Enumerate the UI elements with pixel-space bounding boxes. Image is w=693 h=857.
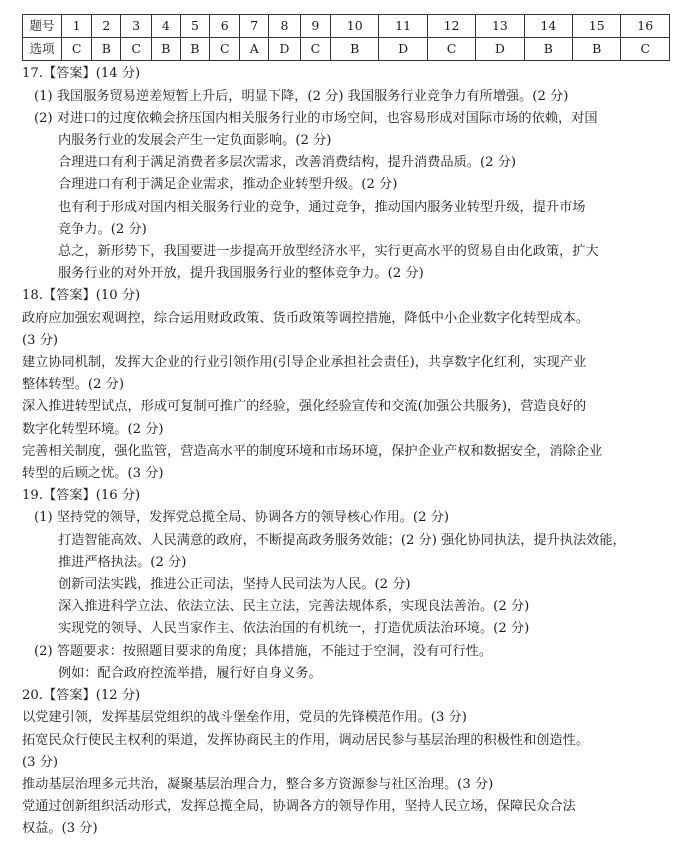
row-label-option: 选项 bbox=[23, 38, 62, 61]
answer-20 bbox=[22, 685, 671, 840]
answer-17-line: 合理进口有利于满足企业需求，推动企业转型升级。(2 分) bbox=[58, 177, 398, 193]
table-cell: D bbox=[379, 38, 427, 61]
answer-17-line: 竞争力。(2 分) bbox=[58, 221, 147, 237]
answer-19-line: 创新司法实践，推进公正司法，坚持人民司法为人民。(2 分) bbox=[58, 577, 411, 593]
answer-19-line: 实现党的领导、人民当家作主、依法治国的有机统一，打造优质法治环境。(2 分) bbox=[58, 621, 530, 637]
table-cell: C bbox=[427, 38, 475, 61]
answer-18-line: 完善相关制度，强化监管，营造高水平的制度环境和市场环境，保护企业产权和数据安全，消除企业 bbox=[22, 443, 603, 459]
table-cell: 9 bbox=[300, 15, 330, 38]
answer-17-line: 服务行业的对外开放，提升我国服务行业的整体竞争力。(2 分) bbox=[58, 266, 424, 282]
answer-18-line: (3 分) bbox=[22, 332, 59, 348]
answer-19-line: (2) 答题要求：按照题目要求的角度；具体措施，不能过于空洞，没有可行性。 bbox=[34, 643, 493, 659]
answer-20-line: 推动基层治理多元共治，凝聚基层治理合力，整合多方资源参与社区治理。(3 分) bbox=[22, 776, 494, 792]
answer-19-line: 推进严格执法。(2 分) bbox=[58, 554, 187, 570]
table-cell: B bbox=[180, 38, 209, 61]
answer-20-line: 以党建引领，发挥基层党组织的战斗堡垒作用，党员的先锋模范作用。(3 分) bbox=[22, 710, 467, 726]
table-cell: C bbox=[300, 38, 330, 61]
table-cell: 2 bbox=[92, 15, 121, 38]
table-cell: B bbox=[151, 38, 180, 61]
table-cell: C bbox=[621, 38, 670, 61]
table-cell: C bbox=[121, 38, 151, 61]
table-cell: B bbox=[524, 38, 572, 61]
answer-18-title: 18.【答案】(10 分) bbox=[22, 288, 141, 304]
table-cell: C bbox=[210, 38, 240, 61]
table-cell: 14 bbox=[524, 15, 572, 38]
answer-19-line: 例如：配合政府控流举措，履行好自身义务。 bbox=[58, 665, 322, 681]
table-cell: 15 bbox=[573, 15, 621, 38]
answer-17-title: 17.【答案】(14 分) bbox=[22, 66, 141, 82]
answer-20-title: 20.【答案】(12 分) bbox=[22, 688, 141, 704]
row-label-number: 题号 bbox=[23, 15, 62, 38]
answer-17-line: 总之，新形势下，我国要进一步提高开放型经济水平，实行更高水平的贸易自由化政策，扩大 bbox=[58, 244, 599, 260]
answer-18-line: 建立协同机制，发挥大企业的行业引领作用(引导企业承担社会责任)，共享数字化红利，实现产业 bbox=[22, 355, 587, 371]
answer-table bbox=[22, 14, 670, 61]
table-cell: 11 bbox=[379, 15, 427, 38]
answer-17-line: 合理进口有利于满足消费者多层次需求，改善消费结构，提升消费品质。(2 分) bbox=[58, 155, 517, 171]
table-cell: D bbox=[269, 38, 301, 61]
answer-19-title: 19.【答案】(16 分) bbox=[22, 488, 141, 504]
answer-17 bbox=[22, 63, 671, 285]
answer-20-line: (3 分) bbox=[22, 754, 59, 770]
answer-20-line: 拓宽民众行使民主权利的渠道，发挥协商民主的作用，调动居民参与基层治理的积极性和创造性。 bbox=[22, 732, 590, 748]
table-cell: 5 bbox=[180, 15, 209, 38]
answer-17-line: 内服务行业的发展会产生一定负面影响。(2 分) bbox=[58, 133, 332, 149]
table-cell: 6 bbox=[210, 15, 240, 38]
question-number-row bbox=[23, 15, 670, 38]
table-cell: D bbox=[476, 38, 524, 61]
table-cell: B bbox=[331, 38, 379, 61]
option-row bbox=[23, 38, 670, 61]
table-cell: A bbox=[240, 38, 269, 61]
answer-19-line: 深入推进科学立法、依法立法、民主立法，完善法规体系，实现良法善治。(2 分) bbox=[58, 599, 530, 615]
answer-19-line: 打造智能高效、人民满意的政府，不断提高政务服务效能；(2 分) 强化协同执法，提升执法效能， bbox=[58, 532, 626, 548]
table-cell: 16 bbox=[621, 15, 670, 38]
table-cell: 4 bbox=[151, 15, 180, 38]
answer-20-line: 党通过创新组织活动形式，发挥总揽全局，协调各方的领导作用，坚持人民立场，保障民众合法 bbox=[22, 799, 576, 815]
answer-18-line: 整体转型。(2 分) bbox=[22, 377, 124, 393]
answer-20-line: 权益。(3 分) bbox=[22, 821, 98, 837]
table-cell: 13 bbox=[476, 15, 524, 38]
table-cell: 12 bbox=[427, 15, 475, 38]
table-cell: 10 bbox=[331, 15, 379, 38]
answer-18 bbox=[22, 285, 671, 485]
answer-18-line: 政府应加强宏观调控，综合运用财政政策、货币政策等调控措施，降低中小企业数字化转型成本。 bbox=[22, 310, 590, 326]
table-cell: C bbox=[62, 38, 92, 61]
table-cell: B bbox=[92, 38, 121, 61]
table-cell: 7 bbox=[240, 15, 269, 38]
table-cell: B bbox=[573, 38, 621, 61]
answer-18-line: 转型的后顾之忧。(3 分) bbox=[22, 466, 164, 482]
answer-17-line: (1) 我国服务贸易逆差短暂上升后，明显下降，(2 分) 我国服务行业竞争力有所增强。(2 分) bbox=[34, 88, 569, 104]
answer-18-line: 深入推进转型试点，形成可复制可推广的经验，强化经验宣传和交流(加强公共服务)，营造良好的 bbox=[22, 399, 587, 415]
answer-18-line: 数字化转型环境。(2 分) bbox=[22, 421, 164, 437]
answer-17-line: (2) 对进口的过度依赖会挤压国内相关服务行业的市场空间，也容易形成对国际市场的依赖，对国 bbox=[34, 110, 598, 126]
answer-17-line: 也有利于形成对国内相关服务行业的竞争，通过竞争，推动国内服务业转型升级，提升市场 bbox=[58, 199, 586, 215]
table-cell: 8 bbox=[269, 15, 301, 38]
answer-19 bbox=[22, 485, 671, 685]
table-cell: 3 bbox=[121, 15, 151, 38]
table-cell: 1 bbox=[62, 15, 92, 38]
answer-19-line: (1) 坚持党的领导，发挥党总揽全局、协调各方的领导核心作用。(2 分) bbox=[34, 510, 449, 526]
